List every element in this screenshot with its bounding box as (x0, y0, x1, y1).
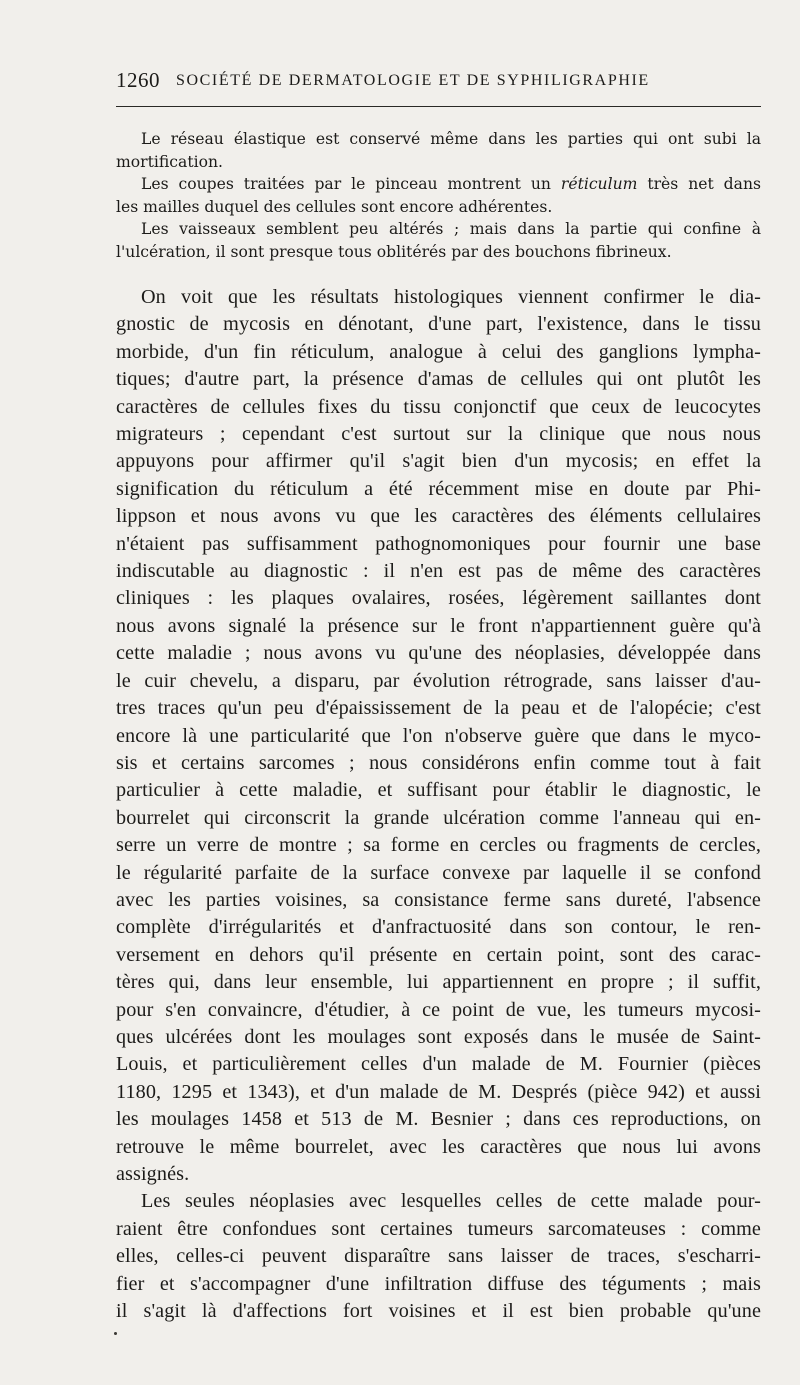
text-line: versement en dehors qu'il présente en certain point, sont des carac- (116, 943, 761, 966)
text-line: Les seules néoplasies avec lesquelles celles de cette malade pour- (141, 1190, 761, 1213)
main-text-section (116, 284, 761, 1325)
text-line: raient être confondues sont certaines tumeurs sarcomateuses : comme (116, 1217, 761, 1240)
text-line: cette maladie ; nous avons vu qu'une des néoplasies, développée dans (116, 642, 761, 665)
text-line: complète d'irrégularités et d'anfractuosité dans son contour, le ren- (116, 916, 761, 939)
text-line: pour s'en convaincre, d'étudier, à ce point de vue, les tumeurs mycosi- (116, 998, 761, 1021)
small-print-section (116, 128, 761, 264)
text-line: serre un verre de montre ; sa forme en cercles ou fragments de cercles, (116, 834, 761, 857)
header-rule (116, 106, 761, 107)
text-line: Le réseau élastique est conservé même dans les parties qui ont subi la (141, 130, 761, 148)
text-line: les moulages 1458 et 513 de M. Besnier ; dans ces reproductions, on (116, 1108, 761, 1131)
running-header (116, 68, 761, 96)
text-line: le cuir chevelu, a disparu, par évolution rétrograde, sans laisser d'au- (116, 669, 761, 692)
text-line: particulier à cette maladie, et suffisant pour établir le diagnostic, le (116, 779, 761, 802)
text-line: 1180, 1295 et 1343), et d'un malade de M. Després (pièce 942) et aussi (116, 1080, 761, 1103)
text-line: bourrelet qui circonscrit la grande ulcération comme l'anneau qui en- (116, 806, 761, 829)
text-line: gnostic de mycosis en dénotant, d'une part, l'existence, dans le tissu (116, 313, 761, 336)
text-line: morbide, d'un fin réticulum, analogue à celui des ganglions lympha- (116, 340, 761, 363)
text-line: tères qui, dans leur ensemble, lui appartiennent en propre ; il suffit, (116, 971, 761, 994)
text-line: lippson et nous avons vu que les caractères des éléments cellulaires (116, 505, 761, 528)
text-line: fier et s'accompagner d'une infiltration diffuse des téguments ; mais (116, 1272, 761, 1295)
text-line: elles, celles-ci peuvent disparaître sans laisser de traces, s'escharri- (116, 1245, 761, 1268)
text-line: indiscutable au diagnostic : il n'en est pas de même des caractères (116, 560, 761, 583)
text-line: Les vaisseaux semblent peu altérés ; mais dans la partie qui confine à (141, 220, 761, 239)
text-line: Louis, et particulièrement celles d'un malade de M. Fournier (pièces (116, 1053, 761, 1076)
italic-term: réticulum (560, 175, 638, 194)
text-line: avec les parties voisines, sa consistance ferme sans dureté, l'absence (116, 888, 761, 911)
text-line: On voit que les résultats histologiques viennent confirmer le dia- (141, 286, 761, 308)
text-line: les mailles duquel des cellules sont encore adhérentes. (116, 197, 553, 216)
text-line: tres traces qu'un peu d'épaississement de la peau et de l'alopécie; c'est (116, 697, 761, 720)
text-line: n'étaient pas suffisamment pathognomoniques pour fournir une base (116, 532, 761, 555)
text-line: sis et certains sarcomes ; nous considérons enfin comme tout à fait (116, 751, 761, 774)
text-line: cliniques : les plaques ovalaires, rosées, légèrement saillantes dont (116, 587, 761, 610)
text-line: encore là une particularité que l'on n'observe guère que dans le myco- (116, 724, 761, 747)
text-segment: Les coupes traitées par le pinceau montrent un (141, 175, 561, 194)
text-line: le régularité parfaite de la surface convexe par laquelle il se confond (116, 861, 761, 884)
text-line: il s'agit là d'affections fort voisines et il est bien probable qu'une (116, 1300, 761, 1323)
text-line: mortification. (116, 152, 223, 171)
text-line: migrateurs ; cependant c'est surtout sur la clinique que nous nous (116, 423, 761, 446)
text-line: caractères de cellules fixes du tissu conjonctif que ceux de leucocytes (116, 395, 761, 418)
text-line: retrouve le même bourrelet, avec les caractères que nous lui avons (116, 1135, 761, 1158)
text-line: appuyons pour affirmer qu'il s'agit bien d'un mycosis; en effet la (116, 450, 761, 473)
text-line: nous avons signalé la présence sur le front n'appartiennent guère qu'à (116, 614, 761, 637)
running-title: SOCIÉTÉ DE DERMATOLOGIE ET DE SYPHILIGRAPHIE (176, 72, 650, 89)
text-line: signification du réticulum a été récemment mise en doute par Phi- (116, 477, 761, 500)
ink-speck (114, 1332, 117, 1335)
text-segment: très net dans (637, 175, 761, 194)
text-line: l'ulcération, il sont presque tous oblitérés par des bouchons fibrineux. (116, 242, 672, 261)
text-line: tiques; d'autre part, la présence d'amas de cellules qui ont plutôt les (116, 368, 761, 391)
page-number: 1260 (116, 68, 160, 92)
text-line: ques ulcérées dont les moulages sont exposés dans le musée de Saint- (116, 1025, 761, 1048)
text-line: assignés. (116, 1163, 190, 1185)
text-line (116, 173, 761, 196)
